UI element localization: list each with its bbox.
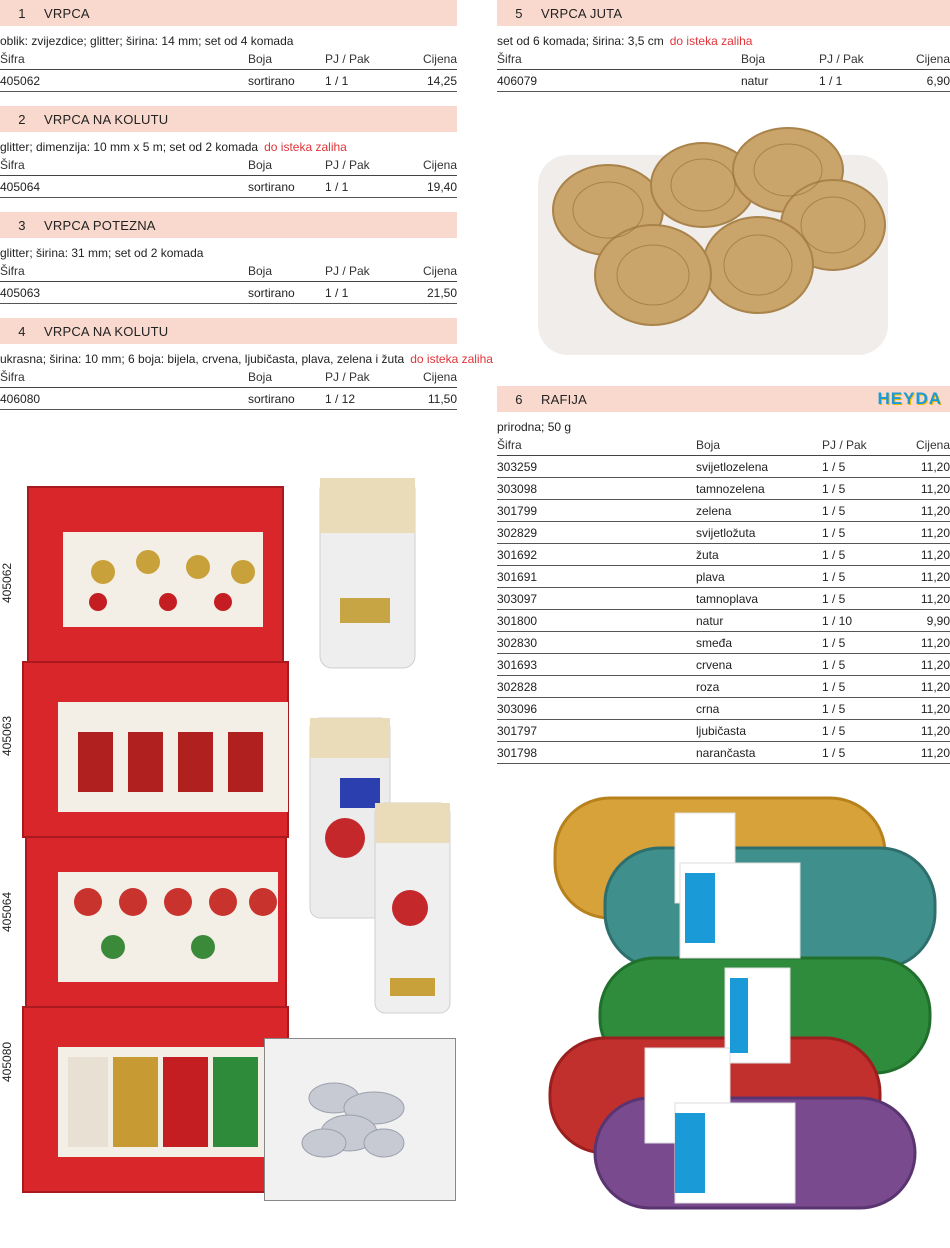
price-cell: 11,50 [427, 391, 457, 406]
table-row [497, 500, 950, 522]
section-description [0, 344, 493, 366]
color-cell: sortirano [248, 179, 295, 194]
table-row [497, 544, 950, 566]
code-cell: 301797 [497, 723, 538, 738]
code-cell: 406079 [497, 73, 538, 88]
price-cell: 21,50 [426, 285, 457, 300]
table-header [0, 48, 457, 70]
section-title: VRPCA NA KOLUTU [44, 323, 169, 339]
color-cell: ljubičasta [696, 723, 747, 738]
price-cell: 11,20 [920, 635, 950, 650]
pack-cell: 1 / 5 [822, 525, 846, 540]
section-description [0, 132, 457, 154]
pack-cell: 1 / 5 [822, 481, 846, 496]
code-cell: 303098 [497, 481, 538, 496]
table-row [497, 698, 950, 720]
table-row [497, 632, 950, 654]
price-cell: 19,40 [426, 179, 457, 194]
pack-cell: 1 / 5 [822, 547, 846, 562]
description-text: glitter; širina: 31 mm; set od 2 komada [0, 246, 204, 260]
table-row [0, 388, 457, 410]
code-cell: Šifra [0, 51, 25, 66]
pack-cell: 1 / 1 [325, 73, 349, 88]
bow-photo [264, 1038, 456, 1201]
code-cell: Šifra [497, 51, 522, 66]
product-section-5 [497, 0, 950, 92]
section-description [497, 412, 950, 434]
table-row [497, 742, 950, 764]
color-cell: smeđa [696, 635, 733, 650]
section-title: VRPCA [44, 5, 90, 21]
side-code-3: 405064 [0, 891, 14, 932]
pack-cell: 1 / 5 [822, 459, 846, 474]
color-cell: žuta [696, 547, 719, 562]
pack-cell: 1 / 5 [822, 569, 846, 584]
code-cell: Šifra [497, 437, 522, 452]
description-text: oblik: zvijezdice; glitter; širina: 14 mm; set od 4 komada [0, 34, 294, 48]
ribbon-package-photo [305, 478, 460, 1023]
pack-cell: PJ / Pak [822, 437, 867, 452]
section-number: 4 [18, 323, 26, 339]
section-header [497, 386, 950, 412]
table-row [497, 478, 950, 500]
table-row [0, 282, 457, 304]
color-cell: Boja [248, 263, 273, 278]
section-description [497, 26, 950, 48]
color-cell: sortirano [248, 391, 295, 406]
price-cell: Cijena [422, 369, 457, 384]
color-cell: plava [696, 569, 725, 584]
price-cell: 11,20 [920, 503, 950, 518]
color-cell: Boja [248, 51, 273, 66]
code-cell: 301800 [497, 613, 538, 628]
jute-ribbon-photo [528, 115, 898, 370]
price-cell: 11,20 [920, 591, 950, 606]
product-section-6 [497, 386, 950, 764]
side-code-2: 405063 [0, 715, 14, 756]
color-cell: sortirano [248, 285, 295, 300]
table-header [0, 154, 457, 176]
stock-warning: do isteka zaliha [669, 34, 753, 48]
description-text: set od 6 komada; širina: 3,5 cm [497, 34, 664, 48]
color-cell: tamnozelena [696, 481, 765, 496]
section-header [497, 0, 950, 26]
section-title: RAFIJA [541, 391, 587, 407]
color-cell: Boja [248, 157, 273, 172]
price-cell: 9,90 [926, 613, 950, 628]
code-cell: 303096 [497, 701, 538, 716]
pack-cell: PJ / Pak [325, 369, 370, 384]
code-cell: 301692 [497, 547, 538, 562]
pack-cell: 1 / 1 [325, 285, 349, 300]
section-number: 2 [18, 111, 26, 127]
price-cell: 6,90 [926, 73, 950, 88]
color-cell: crna [696, 701, 720, 716]
section-number: 5 [515, 5, 523, 21]
pack-cell: 1 / 1 [819, 73, 843, 88]
table-row [497, 566, 950, 588]
section-header [0, 318, 457, 344]
code-cell: 303097 [497, 591, 538, 606]
table-header [0, 366, 457, 388]
side-code-4: 405080 [0, 1041, 14, 1082]
code-cell: 405064 [0, 179, 41, 194]
price-cell: Cijena [422, 51, 457, 66]
color-cell: svijetlozelena [696, 459, 769, 474]
pack-cell: 1 / 5 [822, 503, 846, 518]
code-cell: 302829 [497, 525, 538, 540]
display-stand-photo [18, 462, 293, 1202]
section-number: 1 [18, 5, 26, 21]
code-cell: 302830 [497, 635, 538, 650]
section-header [0, 106, 457, 132]
table-row [497, 610, 950, 632]
color-cell: natur [741, 73, 769, 88]
price-cell: Cijena [915, 51, 950, 66]
section-title: VRPCA POTEZNA [44, 217, 156, 233]
pack-cell: 1 / 5 [822, 657, 846, 672]
pack-cell: 1 / 5 [822, 679, 846, 694]
price-cell: 11,20 [920, 459, 950, 474]
description-text: ukrasna; širina: 10 mm; 6 boja: bijela, crvena, ljubičasta, plava, zelena i žuta [0, 352, 405, 366]
section-header [0, 212, 457, 238]
product-section-4 [0, 318, 493, 410]
code-cell: 405062 [0, 73, 41, 88]
price-cell: 11,20 [920, 723, 950, 738]
table-header [497, 48, 950, 70]
section-number: 3 [18, 217, 26, 233]
raffia-photo [545, 788, 950, 1218]
code-cell: 303259 [497, 459, 538, 474]
price-cell: Cijena [422, 263, 457, 278]
color-cell: crvena [696, 657, 733, 672]
price-cell: 11,20 [920, 547, 950, 562]
code-cell: Šifra [0, 157, 25, 172]
color-cell: Boja [741, 51, 766, 66]
stock-warning: do isteka zaliha [410, 352, 493, 366]
product-section-3 [0, 212, 457, 304]
pack-cell: 1 / 5 [822, 591, 846, 606]
code-cell: Šifra [0, 369, 25, 384]
pack-cell: 1 / 5 [822, 701, 846, 716]
code-cell: 405063 [0, 285, 41, 300]
color-cell: tamnoplava [696, 591, 759, 606]
code-cell: Šifra [0, 263, 25, 278]
description-text: glitter; dimenzija: 10 mm x 5 m; set od 2 komada [0, 140, 259, 154]
section-title: VRPCA JUTA [541, 5, 623, 21]
price-cell: 11,20 [920, 569, 950, 584]
section-header [0, 0, 457, 26]
table-row [497, 456, 950, 478]
price-cell: Cijena [422, 157, 457, 172]
section-number: 6 [515, 391, 523, 407]
price-cell: 11,20 [920, 701, 950, 716]
pack-cell: 1 / 1 [325, 179, 349, 194]
code-cell: 301693 [497, 657, 538, 672]
pack-cell: 1 / 5 [822, 635, 846, 650]
pack-cell: 1 / 5 [822, 723, 846, 738]
table-row [497, 720, 950, 742]
color-cell: roza [696, 679, 720, 694]
table-row [497, 654, 950, 676]
description-text: prirodna; 50 g [497, 420, 572, 434]
color-cell: narančasta [696, 745, 756, 760]
code-cell: 301691 [497, 569, 538, 584]
color-cell: natur [696, 613, 724, 628]
stock-warning: do isteka zaliha [264, 140, 347, 154]
price-cell: Cijena [915, 437, 950, 452]
price-cell: 11,20 [920, 679, 950, 694]
color-cell: sortirano [248, 73, 295, 88]
color-cell: Boja [248, 369, 273, 384]
product-section-2 [0, 106, 457, 198]
table-header [0, 260, 457, 282]
section-title: VRPCA NA KOLUTU [44, 111, 169, 127]
code-cell: 406080 [0, 391, 41, 406]
side-code-1: 405062 [0, 562, 14, 603]
pack-cell: PJ / Pak [325, 51, 370, 66]
price-cell: 11,20 [920, 481, 950, 496]
code-cell: 302828 [497, 679, 538, 694]
section-description [0, 238, 457, 260]
price-cell: 11,20 [920, 525, 950, 540]
table-row [0, 70, 457, 92]
product-section-1 [0, 0, 457, 92]
code-cell: 301798 [497, 745, 538, 760]
section-description [0, 26, 457, 48]
color-cell: zelena [696, 503, 732, 518]
pack-cell: PJ / Pak [325, 263, 370, 278]
pack-cell: 1 / 5 [822, 745, 846, 760]
table-row [497, 588, 950, 610]
table-row [497, 522, 950, 544]
color-cell: svijetložuta [696, 525, 756, 540]
price-cell: 11,20 [920, 657, 950, 672]
table-row [497, 676, 950, 698]
price-cell: 11,20 [920, 745, 950, 760]
pack-cell: PJ / Pak [325, 157, 370, 172]
code-cell: 301799 [497, 503, 538, 518]
table-row [497, 70, 950, 92]
pack-cell: PJ / Pak [819, 51, 864, 66]
table-row [0, 176, 457, 198]
pack-cell: 1 / 12 [325, 391, 356, 406]
pack-cell: 1 / 10 [822, 613, 853, 628]
table-header [497, 434, 950, 456]
color-cell: Boja [696, 437, 721, 452]
price-cell: 14,25 [426, 73, 457, 88]
heyda-logo: HEYDA [877, 389, 942, 408]
